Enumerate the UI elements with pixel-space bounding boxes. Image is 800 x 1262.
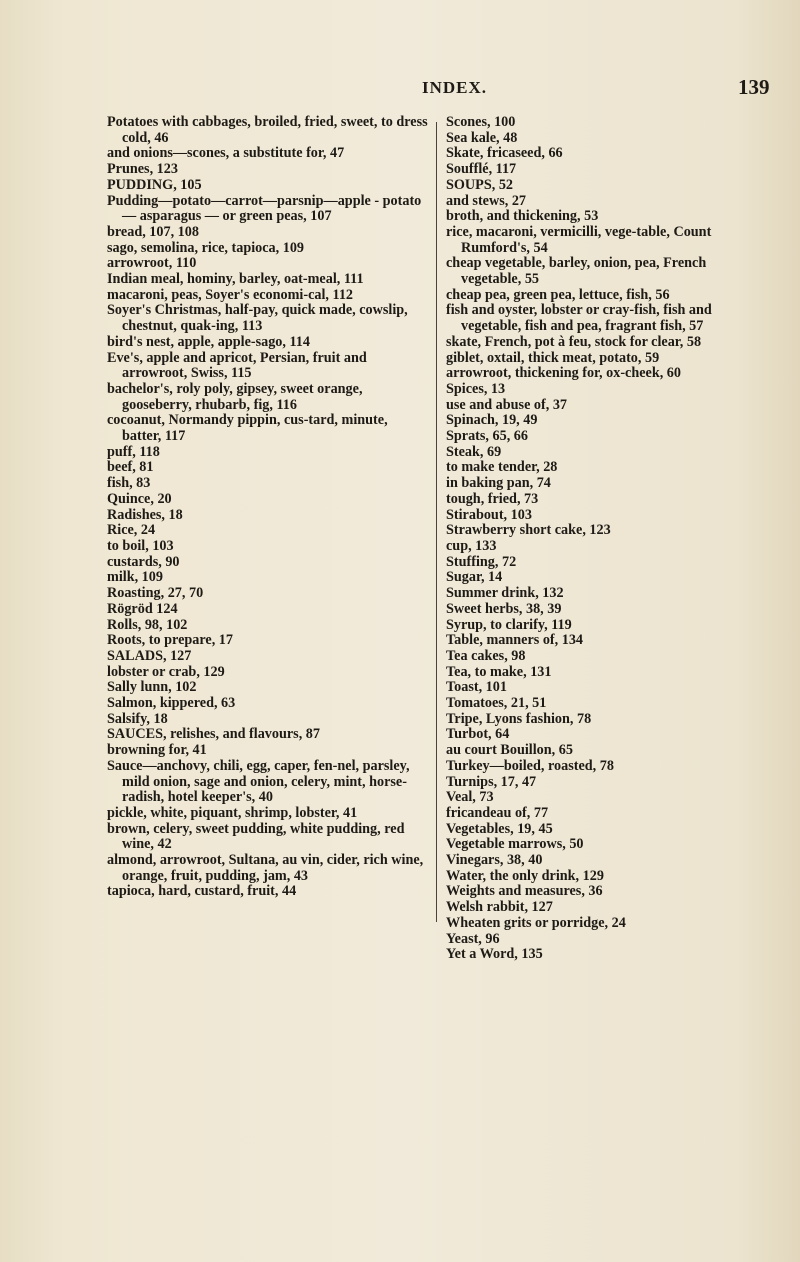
index-subentry: and onions—scones, a substitute for, 47 xyxy=(107,145,345,162)
index-entry: Sugar, 14 xyxy=(446,569,503,586)
index-entry: SALADS, 127 xyxy=(107,647,192,664)
index-subentry: cheap vegetable, barley, onion, pea, French vegetable, 55 xyxy=(446,255,707,288)
index-entry: Skate, fricaseed, 66 xyxy=(446,145,563,162)
index-subentry: bird's nest, apple, apple-sago, 114 xyxy=(107,333,310,350)
page-header xyxy=(0,72,800,112)
index-entry: Sally lunn, 102 xyxy=(107,679,197,696)
index-subentry: in baking pan, 74 xyxy=(446,475,551,492)
index-entry: Scones, 100 xyxy=(446,114,516,130)
index-subentry: giblet, oxtail, thick meat, potato, 59 xyxy=(446,349,660,366)
index-subentry: Eve's, apple and apricot, Persian, fruit and arrowroot, Swiss, 115 xyxy=(107,349,367,382)
index-column-right xyxy=(446,115,762,963)
index-entry: Turkey—boiled, roasted, 78 xyxy=(446,757,614,774)
index-entry: Strawberry short cake, 123 xyxy=(446,522,611,539)
index-entry: Prunes, 123 xyxy=(107,161,178,178)
index-entry: Soufflé, 117 xyxy=(446,161,517,178)
index-entry: Salmon, kippered, 63 xyxy=(107,695,236,712)
index-entry: Toast, 101 xyxy=(446,679,507,696)
index-subentry: rice, macaroni, vermicilli, vege-table, Count Rumford's, 54 xyxy=(446,223,712,256)
index-subentry: to boil, 103 xyxy=(107,537,174,554)
index-entry: Vinegars, 38, 40 xyxy=(446,852,543,869)
index-entry: SOUPS, 52 xyxy=(446,176,514,193)
index-subentry: to make tender, 28 xyxy=(446,459,558,476)
index-subentry: sago, semolina, rice, tapioca, 109 xyxy=(107,239,305,256)
index-subentry: bachelor's, roly poly, gipsey, sweet orange, gooseberry, rhubarb, fig, 116 xyxy=(107,380,363,413)
index-subentry: lobster or crab, 129 xyxy=(107,663,225,680)
index-entry: Weights and measures, 36 xyxy=(446,883,603,900)
index-entry: Turnips, 17, 47 xyxy=(446,773,537,790)
index-entry: Vegetables, 19, 45 xyxy=(446,820,553,837)
index-subentry: beef, 81 xyxy=(107,459,154,476)
index-entry: Table, manners of, 134 xyxy=(446,632,584,649)
index-entry: Summer drink, 132 xyxy=(446,585,564,602)
index-subentry: Soyer's Christmas, half-pay, quick made, cowslip, chestnut, quak-ing, 113 xyxy=(107,302,408,335)
index-subentry: and stews, 27 xyxy=(446,192,527,209)
index-entry: Tomatoes, 21, 51 xyxy=(446,695,547,712)
index-entry: Wheaten grits or porridge, 24 xyxy=(446,914,626,931)
index-subentry: broth, and thickening, 53 xyxy=(446,208,599,225)
index-subentry: macaroni, peas, Soyer's economi-cal, 112 xyxy=(107,286,354,303)
index-entry: Spices, 13 xyxy=(446,380,506,397)
index-subentry: tough, fried, 73 xyxy=(446,490,539,507)
index-entry: Sauce—anchovy, chili, egg, caper, fen-nel, parsley, mild onion, sage and onion, celery, mint, horse-radish, hotel keeper's, 40 xyxy=(107,757,410,806)
index-entry: Stirabout, 103 xyxy=(446,506,532,523)
index-entry: Steak, 69 xyxy=(446,443,502,460)
index-entry: PUDDING, 105 xyxy=(107,176,202,193)
index-entry: Radishes, 18 xyxy=(107,506,183,523)
index-entry: Roots, to prepare, 17 xyxy=(107,632,233,649)
index-subentry: arrowroot, thickening for, ox-cheek, 60 xyxy=(446,365,681,382)
index-entry: Sea kale, 48 xyxy=(446,129,518,146)
index-entry: Stuffing, 72 xyxy=(446,553,517,570)
index-subentry: au court Bouillon, 65 xyxy=(446,742,573,759)
index-subentry: cup, 133 xyxy=(446,537,497,554)
index-subentry: pickle, white, piquant, shrimp, lobster, 41 xyxy=(107,804,358,821)
index-subentry: fish and oyster, lobster or cray-fish, fish and vegetable, fish and pea, fragrant fish, 57 xyxy=(446,302,712,335)
index-entry: Vegetable marrows, 50 xyxy=(446,836,584,853)
index-entry: SAUCES, relishes, and flavours, 87 xyxy=(107,726,320,743)
index-entry: Turbot, 64 xyxy=(446,726,510,743)
index-column-left xyxy=(107,115,429,900)
index-entry: Potatoes with cabbages, broiled, fried, sweet, to dress cold, 46 xyxy=(107,114,428,146)
index-subentry: cheap pea, green pea, lettuce, fish, 56 xyxy=(446,286,670,303)
index-subentry: use and abuse of, 37 xyxy=(446,396,568,413)
index-subentry: skate, French, pot à feu, stock for clear, 58 xyxy=(446,333,702,350)
running-head: INDEX. xyxy=(422,78,488,97)
index-subentry: browning for, 41 xyxy=(107,742,207,759)
index-entry: Sprats, 65, 66 xyxy=(446,428,528,445)
index-entry: Welsh rabbit, 127 xyxy=(446,899,553,916)
index-entry: Rögröd 124 xyxy=(107,600,178,617)
index-subentry: puff, 118 xyxy=(107,443,160,460)
index-entry: Water, the only drink, 129 xyxy=(446,867,604,884)
index-subentry: cocoanut, Normandy pippin, cus-tard, minute, batter, 117 xyxy=(107,412,388,445)
index-entry: Rice, 24 xyxy=(107,522,156,539)
index-entry: Sweet herbs, 38, 39 xyxy=(446,600,562,617)
index-subentry: bread, 107, 108 xyxy=(107,223,199,240)
index-entry: Tripe, Lyons fashion, 78 xyxy=(446,710,592,727)
index-entry: Roasting, 27, 70 xyxy=(107,585,204,602)
index-entry: Syrup, to clarify, 119 xyxy=(446,616,572,633)
index-subentry: custards, 90 xyxy=(107,553,180,570)
index-subentry: milk, 109 xyxy=(107,569,163,586)
page-number: 139 xyxy=(738,75,770,99)
column-divider xyxy=(436,122,437,922)
index-entry: Tea cakes, 98 xyxy=(446,647,526,664)
index-entry: Veal, 73 xyxy=(446,789,494,806)
index-entry: Tea, to make, 131 xyxy=(446,663,552,680)
index-entry: Yet a Word, 135 xyxy=(446,946,543,963)
index-entry: Pudding—potato—carrot—parsnip—apple - potato — asparagus — or green peas, 107 xyxy=(107,192,422,225)
index-subentry: arrowroot, 110 xyxy=(107,255,197,272)
index-entry: Spinach, 19, 49 xyxy=(446,412,538,429)
index-subentry: Indian meal, hominy, barley, oat-meal, 111 xyxy=(107,271,364,288)
index-subentry: brown, celery, sweet pudding, white pudding, red wine, 42 xyxy=(107,820,405,853)
index-entry: Salsify, 18 xyxy=(107,710,168,727)
index-subentry: tapioca, hard, custard, fruit, 44 xyxy=(107,883,297,900)
index-subentry: fish, 83 xyxy=(107,475,151,492)
index-entry: Yeast, 96 xyxy=(446,930,500,947)
index-subentry: fricandeau of, 77 xyxy=(446,804,549,821)
index-entry: Quince, 20 xyxy=(107,490,172,507)
index-subentry: almond, arrowroot, Sultana, au vin, cider, rich wine, orange, fruit, pudding, jam, 43 xyxy=(107,852,424,884)
index-entry: Rolls, 98, 102 xyxy=(107,616,188,633)
